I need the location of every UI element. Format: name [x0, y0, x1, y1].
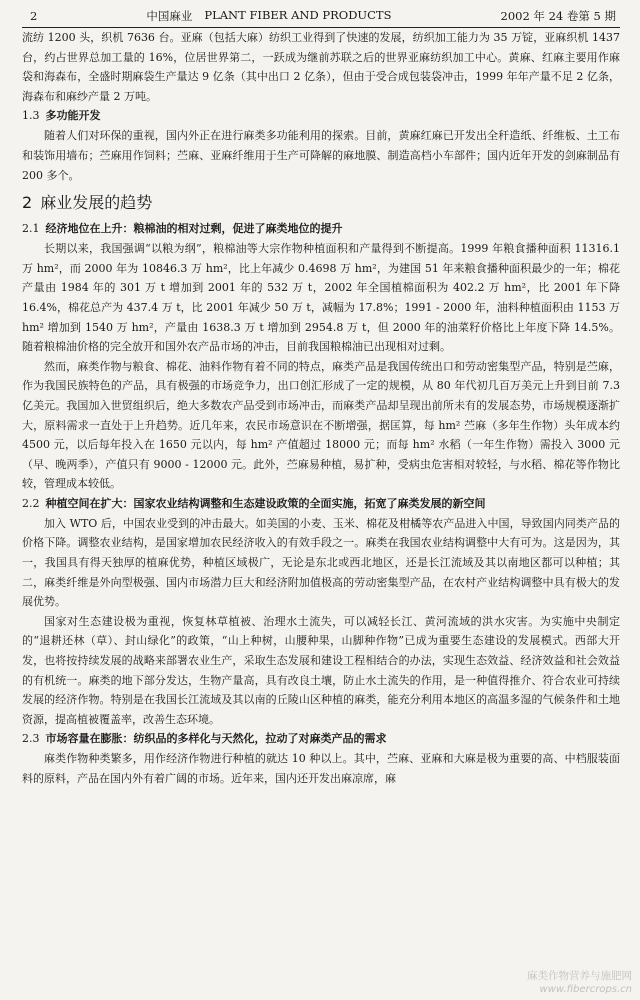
- intro-paragraph: 流纺 1200 头，织机 7636 台。亚麻（包括大麻）纺织工业得到了快速的发展，纺织加工能力为 35 万锭，亚麻织机 1437 台，约占世界总加工量的 16%，位居世界第二，一跃成为继前苏联之后的世界亚麻纺织加工中心。黄麻、红麻主要用作麻袋和海森布，全盛时期麻袋生产量达 9 亿条（其中出口 2 亿条），但由于受合成包装袋冲击，1999 年年产量不足 2 亿条，海森布和麻纱产量 2 万吨。: [22, 31, 620, 103]
- section-number: 2.1: [22, 222, 40, 236]
- journal-title-cn: 中国麻业: [146, 9, 193, 23]
- section-1-3-heading: [22, 106, 620, 126]
- page-number: 2: [30, 9, 38, 23]
- paragraph: 长期以来，我国强调“以粮为纲”，粮棉油等大宗作物种植面积和产量得到不断提高。1999 年粮食播种面积 11316.1 万 hm²，而 2000 年为 10846.3 万 hm²，比上年减少 0.4698 万 hm²，为建国 51 年来粮食播种面积最少的一年；棉花产量由 1984 年的 301 万 t 增加到 2001 年的 532 万 t，2002 年全国植棉面积为 402.2 万 hm²，比 2001 年下降 16.4%，棉花总产为 437.4 万 t，比 2001 年减少 50 万 t，减幅为 17.8%；1991 - 2000 年，油料种植面积由 1153 万 hm² 增加到 1540 万 hm²，产量由 1638.3 万 t 增加到 2954.8 万 t，但 2000 年的油菜籽价格比上年度下降 14.5%。随着粮棉油价格的完全放开和国外农产品市场的冲击，目前我国粮棉油已出现相对过剩。: [22, 242, 620, 354]
- section-2-2-heading: [22, 494, 620, 514]
- paragraph: 然而，麻类作物与粮食、棉花、油料作物有着不同的特点，麻类产品是我国传统出口和劳动密集型产品，特别是苎麻，作为我国民族特色的产品，具有极强的市场竞争力，出口创汇形成了一定的规模，从 80 年代初几百万美元上升到目前 7.3 亿美元。我国加入世贸组织后，绝大多数农产品受到市场冲击，而麻类产品却呈现出前所未有的发展态势，市场规模逐渐扩大，原料需求一直处于上升趋势。近几年来，农民市场意识在不断增强，据匡算，每 hm² 苎麻（多年生作物）头年成本约 4500 元，以后每年投入在 1650 元以内，每 hm² 产值超过 18000 元；而每 hm² 水稻（一年生作物）需投入 3000 元（早、晚两季），产值只有 9000 - 12000 元。此外，苎麻易种植，易扩种，受病虫危害相对较轻，与水稻、棉花等作物比较，管理成本较低。: [22, 359, 620, 491]
- section-title: 多功能开发: [45, 109, 101, 123]
- journal-title-en: PLANT FIBER AND PRODUCTS: [204, 8, 392, 22]
- section-number: 2: [22, 193, 33, 213]
- section-title: 经济地位在上升：粮棉油的相对过剩，促进了麻类地位的提升: [45, 222, 343, 236]
- section-number: 2.3: [22, 732, 40, 746]
- section-2-1-heading: [22, 219, 620, 239]
- watermark-url: www.fibercrops.cn: [539, 984, 632, 995]
- paragraph: 随着人们对环保的重视，国内外正在进行麻类多功能利用的探索。目前，黄麻红麻已开发出全秆造纸、纤维板、土工布和装饰用墙布；苎麻用作饲料；苎麻、亚麻纤维用于生产可降解的麻地膜、制造高档小车部件；国内近年开发的剑麻制品有 200 多个。: [22, 129, 620, 182]
- paragraph: 麻类作物种类繁多，用作经济作物进行种植的就达 10 种以上。其中，苎麻、亚麻和大麻是极为重要的高、中档服装面料的原料，产品在国内外有着广阔的市场。近年来，国内还开发出麻凉席，麻: [22, 752, 620, 785]
- watermark: [527, 970, 632, 996]
- section-2-heading: [22, 191, 620, 215]
- section-2-3-heading: [22, 729, 620, 749]
- article-body: [22, 28, 620, 789]
- section-number: 1.3: [22, 109, 40, 123]
- journal-title: [146, 8, 391, 24]
- paragraph: 加入 WTO 后，中国农业受到的冲击最大。如美国的小麦、玉米、棉花及柑橘等农产品进入中国，导致国内同类产品的价格下降。调整农业结构，是国家增加农民经济收入的有效手段之一。麻类在我国农业结构调整中大有可为。这是因为，其一，我国具有得天独厚的植麻优势，种植区域极广，无论是东北或西北地区，还是长江流域及其以南地区都可以种植；其二，麻类纤维是外向型极强、国内市场潜力巨大和经济附加值极高的劳动密集型产品，在农村产业结构调整中具有极大的发展优势。: [22, 516, 620, 609]
- watermark-site-name: 麻类作物营养与施肥网: [527, 970, 632, 982]
- section-title: 市场容量在膨胀：纺织品的多样化与天然化，拉动了对麻类产品的需求: [45, 732, 387, 746]
- page: [22, 8, 620, 789]
- issue-info: 2002 年 24 卷第 5 期: [500, 9, 616, 23]
- section-title: 麻业发展的趋势: [40, 193, 153, 213]
- section-title: 种植空间在扩大：国家农业结构调整和生态建设政策的全面实施，拓宽了麻类发展的新空间: [45, 496, 486, 510]
- section-number: 2.2: [22, 496, 40, 510]
- running-header: [22, 8, 620, 28]
- paragraph: 国家对生态建设极为重视，恢复林草植被、治理水土流失，可以减轻长江、黄河流域的洪水灾害。为实施中央制定的“退耕还林（草）、封山绿化”的政策，“山上种树，山腰种果，山脚种作物”已成为重要生态建设的发展模式。西部大开发，也将按持续发展的战略来部署农业生产，采取生态发展和建设工程相结合的办法，实现生态效益、经济效益和社会效益的有机统一。麻类的地下部分发达，生物产量高，具有改良土壤，防止水土流失的作用，是一种值得推介、符合农业可持续发展的经济作物。特别是在我国长江流域及其以南的丘陵山区种植的麻类，能充分利用本地区的高温多湿的气候条件和土地资源，提高植被覆盖率，改善生态环境。: [22, 614, 620, 726]
